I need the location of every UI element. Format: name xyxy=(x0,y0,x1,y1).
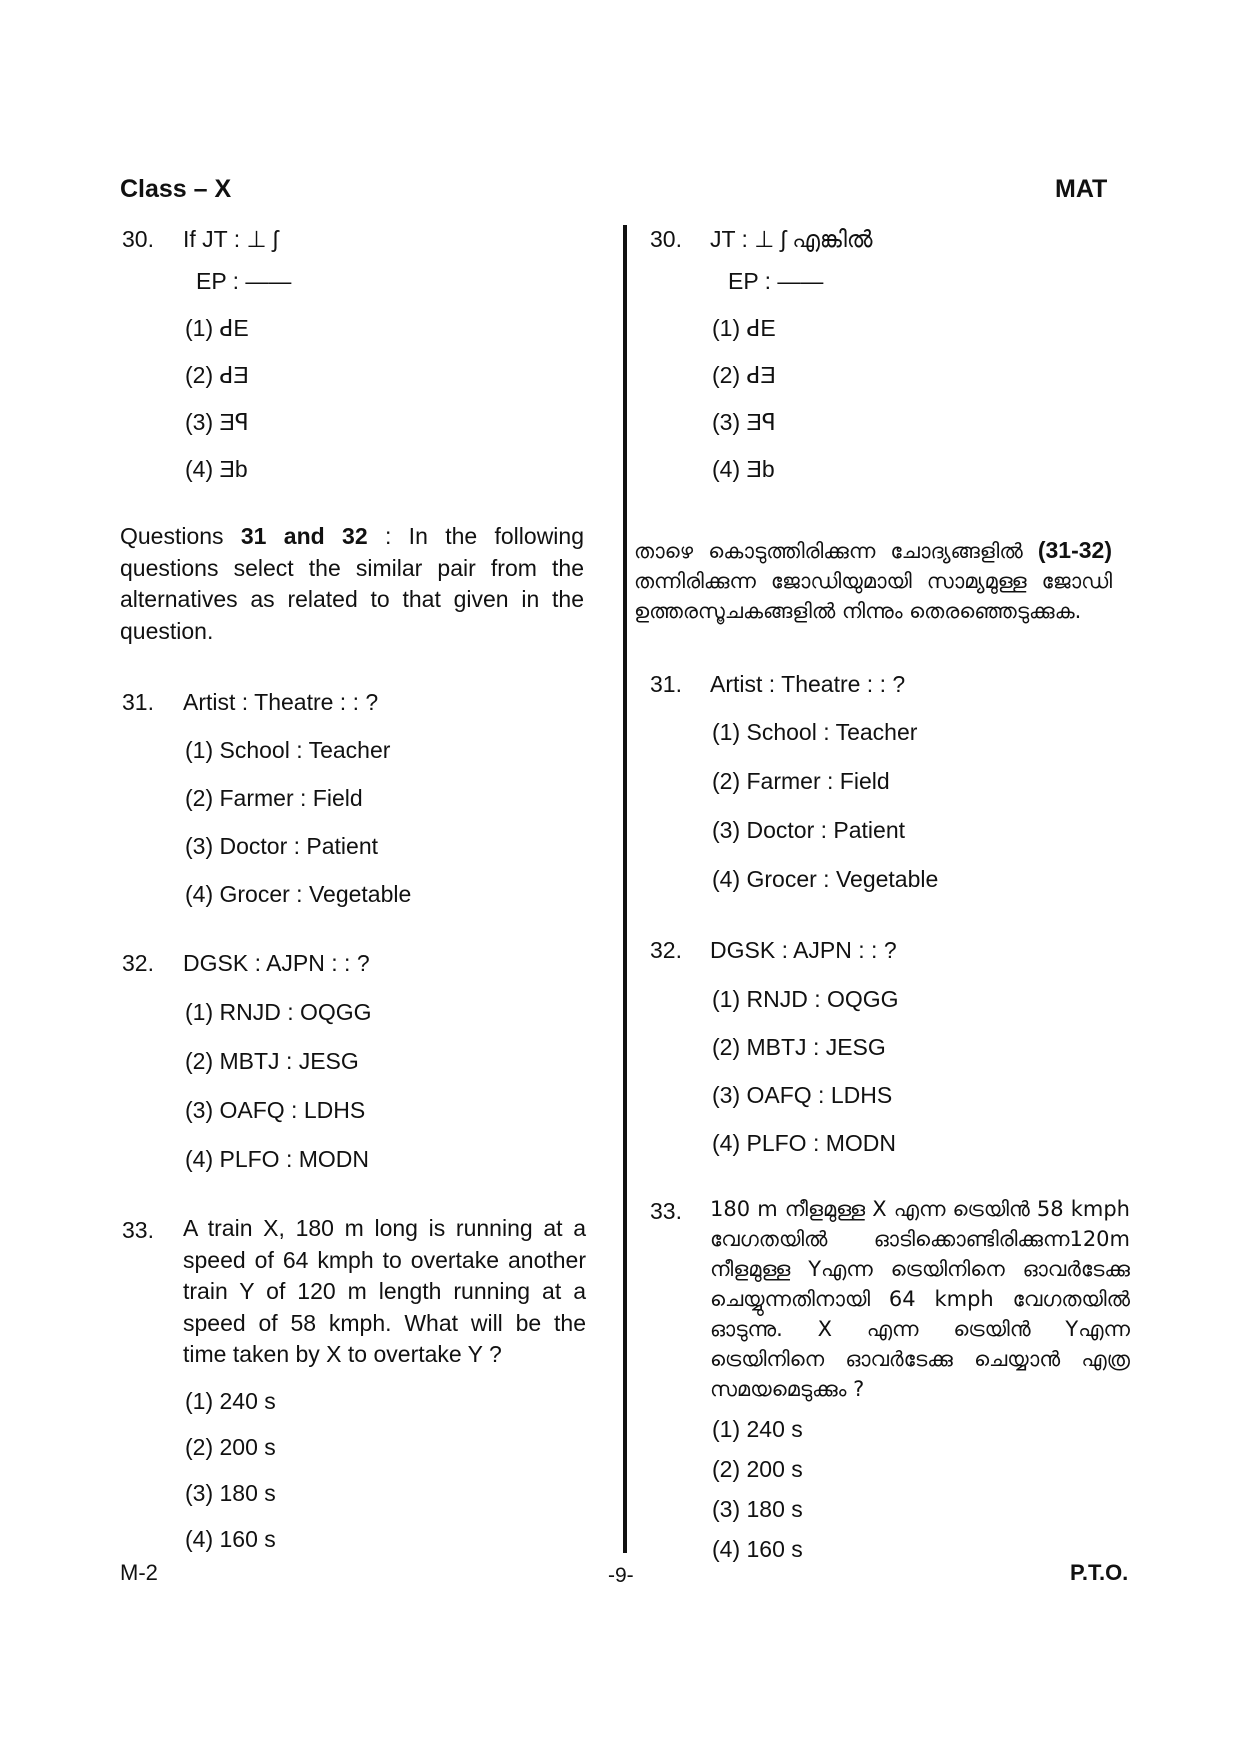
option-3: (3) 180 s xyxy=(185,1480,276,1506)
option-3: (3) Doctor : Patient xyxy=(712,817,906,843)
option-2: (2) Farmer : Field xyxy=(185,785,363,811)
option-1: (1) School : Teacher xyxy=(712,719,918,745)
option-1: (1) 240 s xyxy=(712,1416,803,1442)
question-stem: If JT : ⊥ ʃ xyxy=(183,226,279,252)
question-stem-line2: EP : —— xyxy=(196,268,292,294)
column-divider xyxy=(623,225,627,1553)
option-2: (2) MBTJ : JESG xyxy=(185,1048,359,1074)
question-number: 32. xyxy=(122,950,154,976)
question-number: 31. xyxy=(650,671,682,697)
option-3: (3) Doctor : Patient xyxy=(185,833,379,859)
footer-code: M-2 xyxy=(120,1560,158,1585)
question-number: 33. xyxy=(122,1217,154,1243)
question-number: 33. xyxy=(650,1198,682,1224)
question-number: 32. xyxy=(650,937,682,963)
option-2: (2) 200 s xyxy=(185,1434,276,1460)
question-stem: 180 m നീളമുള്ള X എന്ന ട്രെയിൻ 58 kmph വേഗതയിൽ ഓടിക്കൊണ്ടിരിക്കുന്ന120m നീളമുള്ള Yഎന്ന ട്രെയിനിനെ ഓവർടേക്കു ചെയ്യുന്നതിനായി 64 kmph വേഗതയിൽ ഓടുന്നു. X എന്ന ട്രെയിൻ Yഎന്ന ട്രെയിനിനെ ഓവർടേക്കു ചെയ്യാൻ എത്ര സമയമെടുക്കും ? xyxy=(710,1197,1130,1401)
question-stem: JT : ⊥ ʃ എങ്കിൽ xyxy=(710,226,873,252)
option-3: (3) OAFQ : LDHS xyxy=(185,1097,366,1123)
option-1: (1) ꓒE xyxy=(712,315,776,341)
question-stem-line2: EP : —— xyxy=(728,268,824,294)
option-4: (4) Ǝb xyxy=(185,456,248,482)
subject-label: MAT xyxy=(1055,175,1108,203)
question-stem: DGSK : AJPN : : ? xyxy=(183,950,370,976)
option-2: (2) ꓒƎ xyxy=(185,362,249,388)
option-2: (2) ꓒƎ xyxy=(712,362,776,388)
class-label: Class – X xyxy=(120,175,232,203)
question-stem: Artist : Theatre : : ? xyxy=(183,689,379,715)
option-4: (4) Grocer : Vegetable xyxy=(712,866,939,892)
option-1: (1) RNJD : OQGG xyxy=(185,999,372,1025)
question-number: 30. xyxy=(650,226,682,252)
question-stem: A train X, 180 m long is running at a speed of 64 kmph to overtake another train Y of 120 m length running at a speed of 58 kmph. What will be the time taken by X to overtake Y ? xyxy=(183,1215,586,1367)
pto-label: P.T.O. xyxy=(1070,1560,1129,1585)
option-3: (3) OAFQ : LDHS xyxy=(712,1082,893,1108)
option-4: (4) 160 s xyxy=(185,1526,276,1552)
page-number: -9- xyxy=(608,1564,634,1587)
option-3: (3) Ǝꟼ xyxy=(185,409,249,435)
option-1: (1) RNJD : OQGG xyxy=(712,986,899,1012)
instruction-paragraph: താഴെ കൊടുത്തിരിക്കുന്ന ചോദ്യങ്ങളിൽ (31-32) തന്നിരിക്കുന്ന ജോഡിയുമായി സാമ്യമുള്ള ജോഡി ഉത്തരസൂചകങ്ങളിൽ നിന്നും തെരഞ്ഞെടുക്കുക. xyxy=(634,537,1112,623)
option-4: (4) 160 s xyxy=(712,1536,803,1562)
option-4: (4) PLFO : MODN xyxy=(712,1130,897,1156)
option-1: (1) 240 s xyxy=(185,1388,276,1414)
option-3: (3) 180 s xyxy=(712,1496,803,1522)
question-stem: Artist : Theatre : : ? xyxy=(710,671,906,697)
instruction-paragraph: Questions 31 and 32 : In the following questions select the similar pair from the alternatives as related to that given in the question. xyxy=(120,523,584,644)
question-stem: DGSK : AJPN : : ? xyxy=(710,937,897,963)
option-1: (1) ꓒE xyxy=(185,315,249,341)
question-number: 31. xyxy=(122,689,154,715)
question-number: 30. xyxy=(122,226,154,252)
option-2: (2) MBTJ : JESG xyxy=(712,1034,886,1060)
option-2: (2) Farmer : Field xyxy=(712,768,890,794)
option-1: (1) School : Teacher xyxy=(185,737,391,763)
option-2: (2) 200 s xyxy=(712,1456,803,1482)
option-4: (4) Ǝb xyxy=(712,456,775,482)
option-3: (3) Ǝꟼ xyxy=(712,409,776,435)
option-4: (4) Grocer : Vegetable xyxy=(185,881,412,907)
option-4: (4) PLFO : MODN xyxy=(185,1146,370,1172)
